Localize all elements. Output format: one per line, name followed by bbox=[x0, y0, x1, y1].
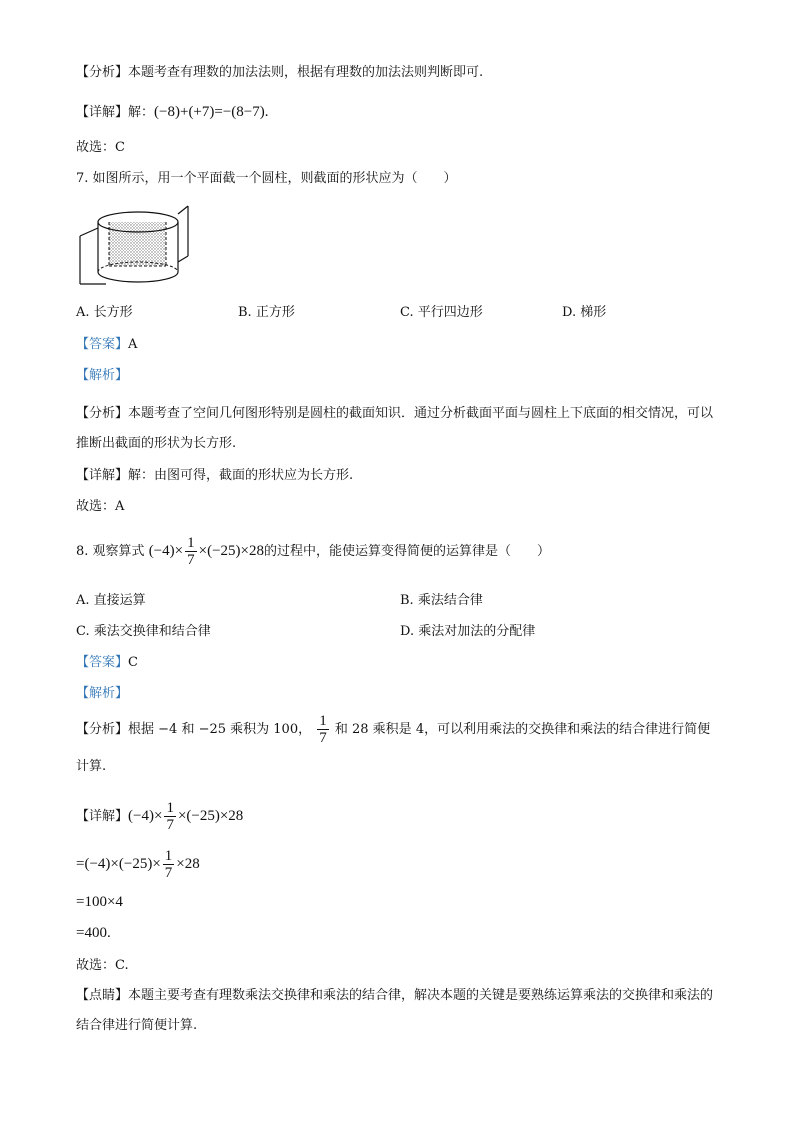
q7-detail bbox=[76, 467, 353, 485]
step1-left: (−4)× bbox=[128, 808, 163, 824]
stem-fraction bbox=[185, 535, 197, 568]
q7-option-d: D. 梯形 bbox=[562, 305, 607, 320]
fraction-numerator: 1 bbox=[166, 800, 174, 816]
fraction-numerator: 1 bbox=[187, 535, 195, 551]
q8-comment bbox=[76, 981, 726, 1041]
q7-option-b: B. 正方形 bbox=[238, 305, 295, 320]
cylinder-section-figure bbox=[76, 200, 206, 290]
q6-analysis bbox=[76, 64, 483, 82]
q8-option-c: C. 乘法交换律和结合律 bbox=[76, 624, 211, 639]
fraction-numerator: 1 bbox=[319, 713, 327, 729]
detail-prefix: 解： bbox=[128, 105, 155, 120]
analysis-fraction bbox=[317, 713, 329, 746]
q7-analysis bbox=[76, 399, 726, 459]
q8-detail-step1 bbox=[76, 798, 243, 835]
q8-analysis-cont: 计算. bbox=[76, 759, 107, 774]
q8-answer bbox=[76, 654, 138, 672]
step1-right: ×(−25)×28 bbox=[177, 808, 244, 824]
step1-fraction bbox=[164, 800, 176, 833]
q7-answer bbox=[76, 336, 137, 354]
q7-choice: 故选：A bbox=[76, 499, 125, 514]
comment-tag: 【点睛】 bbox=[76, 988, 129, 1003]
analysis-part2: 和 28 乘积是 4，可以利用乘法的交换律和乘法的结合律进行简便 bbox=[334, 722, 711, 737]
section-shading bbox=[109, 222, 166, 266]
q8-option-b: B. 乘法结合律 bbox=[400, 593, 483, 608]
analysis-text: 本题考查有理数的加法法则，根据有理数的加法法则判断即可. bbox=[128, 65, 484, 80]
analysis-text: 本题考查了空间几何图形特别是圆柱的截面知识．通过分析截面平面与圆柱上下底面的相交情况，可以推断出截面的形状为长方形. bbox=[76, 406, 714, 451]
step2-left: =(−4)×(−25)× bbox=[76, 856, 161, 872]
stem-prefix: 8. 观察算式 bbox=[76, 544, 145, 559]
answer-value: C bbox=[128, 655, 138, 670]
detail-tag: 【详解】 bbox=[76, 468, 129, 483]
fraction-denominator: 7 bbox=[319, 730, 327, 746]
stem-expr-left: (−4)× bbox=[148, 543, 184, 559]
answer-tag: 【答案】 bbox=[76, 337, 129, 352]
analysis-part1: 根据 −4 和 −25 乘积为 100， bbox=[128, 722, 312, 737]
step2-fraction bbox=[163, 848, 175, 881]
detail-expression: (−8)+(+7)=−(8−7). bbox=[154, 104, 269, 120]
q8-option-a: A. 直接运算 bbox=[76, 593, 146, 608]
fraction-denominator: 7 bbox=[164, 865, 173, 881]
analysis-tag: 【分析】 bbox=[76, 65, 129, 80]
stem-suffix: 的过程中，能使运算变得简便的运算律是（ ） bbox=[263, 544, 550, 559]
q8-detail-step4: =400. bbox=[76, 925, 111, 941]
q8-analysis bbox=[76, 712, 710, 748]
q8-choice: 故选：C. bbox=[76, 958, 129, 973]
q7-option-a: A. 长方形 bbox=[76, 305, 133, 320]
comment-text: 本题主要考查有理数乘法交换律和乘法的结合律，解决本题的关键是要熟练运算乘法的交换律和乘法的结合律进行简便计算. bbox=[76, 988, 714, 1033]
q8-detail-step3: =100×4 bbox=[76, 894, 123, 910]
q7-jiexi: 【解析】 bbox=[76, 368, 129, 383]
stem-expr-right: ×(−25)×28 bbox=[198, 543, 264, 559]
q6-choice: 故选：C bbox=[76, 140, 125, 155]
fraction-denominator: 7 bbox=[166, 817, 174, 833]
answer-tag: 【答案】 bbox=[76, 655, 129, 670]
fraction-denominator: 7 bbox=[187, 552, 195, 568]
q8-stem bbox=[76, 533, 550, 570]
q7-option-c: C. 平行四边形 bbox=[400, 305, 483, 320]
analysis-tag: 【分析】 bbox=[76, 722, 129, 737]
q8-detail-step2 bbox=[76, 846, 200, 883]
analysis-tag: 【分析】 bbox=[76, 406, 129, 421]
fraction-numerator: 1 bbox=[164, 848, 173, 864]
detail-tag: 【详解】 bbox=[76, 809, 129, 824]
q7-stem: 7. 如图所示，用一个平面截一个圆柱，则截面的形状应为（ ） bbox=[76, 171, 457, 186]
detail-text: 解：由图可得，截面的形状应为长方形. bbox=[128, 468, 354, 483]
q6-detail bbox=[76, 103, 269, 122]
q8-jiexi: 【解析】 bbox=[76, 686, 129, 701]
q8-option-d: D. 乘法对加法的分配律 bbox=[400, 624, 536, 639]
step2-right: ×28 bbox=[176, 856, 200, 872]
detail-tag: 【详解】 bbox=[76, 105, 129, 120]
answer-value: A bbox=[128, 337, 138, 352]
